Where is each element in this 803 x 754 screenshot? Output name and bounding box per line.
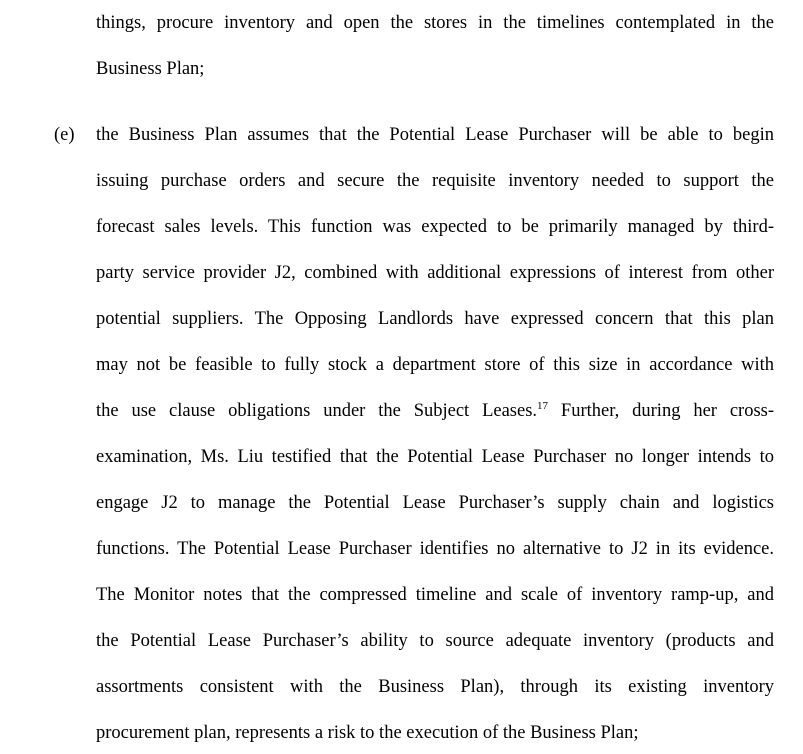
paragraph-d-line: Business Plan; [96,59,205,79]
paragraph-e-line: the Business Plan assumes that the Potential Lease Purchaser will be able to begin [96,125,774,145]
paragraph-e-line: the Potential Lease Purchaser’s ability to source adequate inventory (products and [96,631,774,651]
paragraph-e-marker: (e) [54,125,75,145]
paragraph-e-line: may not be feasible to fully stock a department store of this size in accordance with [96,355,774,375]
paragraph-e-line: engage J2 to manage the Potential Lease Purchaser’s supply chain and logistics [96,493,774,513]
paragraph-e-text: Further, during her cross- [560,401,775,421]
paragraph-e-line: potential suppliers. The Opposing Landlords have expressed concern that this plan [96,309,774,329]
paragraph-e-line: issuing purchase orders and secure the requisite inventory needed to support the [96,171,774,191]
paragraph-e-line: forecast sales levels. This function was expected to be primarily managed by third- [96,217,774,237]
paragraph-e-line: examination, Ms. Liu testified that the Potential Lease Purchaser no longer intends to [96,447,774,467]
paragraph-e-text: the use clause obligations under the Subject Leases. [96,401,538,421]
paragraph-e-line: party service provider J2, combined with additional expressions of interest from other [96,263,774,283]
paragraph-e-line: The Monitor notes that the compressed timeline and scale of inventory ramp-up, and [96,585,774,605]
paragraph-e-line: functions. The Potential Lease Purchaser identifies no alternative to J2 in its evidence. [96,539,774,559]
paragraph-e-line: procurement plan, represents a risk to the execution of the Business Plan; [96,723,639,743]
paragraph-e-line: assortments consistent with the Business Plan), through its existing inventory [96,677,774,697]
paragraph-e-line-footnoted [96,399,774,423]
paragraph-d-line: things, procure inventory and open the stores in the timelines contemplated in the [96,13,774,33]
footnote-reference[interactable]: 17 [537,399,549,412]
